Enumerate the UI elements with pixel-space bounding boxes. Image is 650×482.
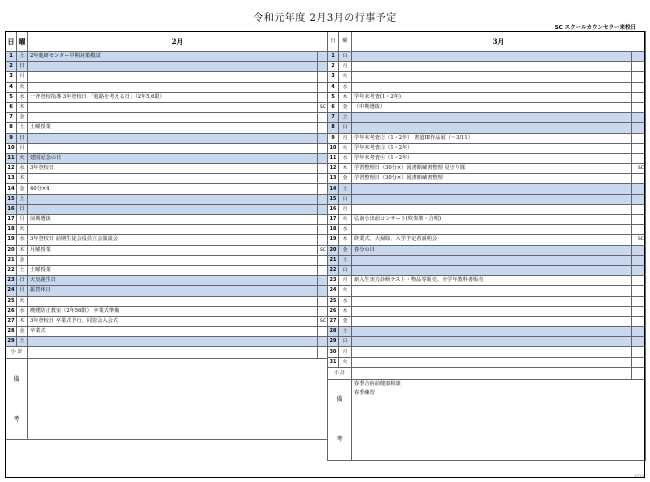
- event-cell: 春分の日: [352, 245, 632, 255]
- day-cell: 1: [328, 52, 339, 62]
- day-cell: 18: [6, 225, 17, 235]
- event-cell: 3年登校日: [28, 164, 318, 174]
- day-cell: 11: [6, 153, 17, 163]
- day-cell: 31: [328, 357, 339, 367]
- sc-cell: SC: [318, 245, 328, 255]
- remarks-label-top: 備: [13, 375, 20, 383]
- weekday-cell: 火: [339, 215, 352, 225]
- day-cell: 19: [328, 235, 339, 245]
- day-cell: 5: [328, 92, 339, 102]
- day-cell: 9: [6, 133, 17, 143]
- weekday-cell: 木: [17, 102, 28, 112]
- weekday-cell: 日: [17, 62, 28, 72]
- day-cell: 20: [328, 245, 339, 255]
- day-cell: 26: [6, 306, 17, 316]
- weekday-cell: 土: [339, 184, 352, 194]
- event-cell: 土曜授業: [28, 265, 318, 275]
- day-cell: 10: [6, 143, 17, 153]
- day-cell: 7: [328, 113, 339, 123]
- day-cell: 13: [6, 174, 17, 184]
- day-cell: 2: [6, 62, 17, 72]
- event-cell: 一斉登校指導 3年登校日 「進路を考える日」（2年5,6限）: [28, 92, 318, 102]
- day-cell: 17: [328, 215, 339, 225]
- day-cell: 27: [6, 316, 17, 326]
- day-cell: 9: [328, 133, 339, 143]
- day-cell: 4: [328, 82, 339, 92]
- event-cell: 学年末考査④（1・2年）: [352, 153, 632, 163]
- weekday-cell: 月: [17, 286, 28, 296]
- event-cell: 新入生実力診断テスト・物品等販売、全学年教科書販売: [352, 276, 632, 286]
- day-cell: 14: [6, 184, 17, 194]
- weekday-cell: 土: [17, 265, 28, 275]
- weekday-cell: 木: [339, 164, 352, 174]
- weekday-cell: 水: [339, 153, 352, 163]
- weekday-cell: 月: [339, 276, 352, 286]
- event-cell: 学年末考査③（1・2年）: [352, 143, 632, 153]
- weekday-cell: 月: [339, 133, 352, 143]
- event-cell: （中期選抜）: [352, 102, 632, 112]
- day-cell: 23: [6, 276, 17, 286]
- day-cell: 24: [328, 286, 339, 296]
- weekday-cell: 日: [17, 204, 28, 214]
- weekday-cell: 日: [17, 276, 28, 286]
- day-cell: 11: [328, 153, 339, 163]
- weekday-cell: 水: [339, 82, 352, 92]
- page-title: 令和元年度 2月3月の行事予定: [253, 13, 397, 24]
- day-cell: 23: [328, 276, 339, 286]
- weekday-header: 曜: [339, 32, 352, 52]
- day-cell: 10: [328, 143, 339, 153]
- weekday-cell: 木: [339, 306, 352, 316]
- day-cell: 25: [328, 296, 339, 306]
- day-cell: 22: [6, 265, 17, 275]
- outer-frame: [5, 31, 645, 478]
- sc-cell: SC: [318, 102, 328, 112]
- day-cell: 14: [328, 184, 339, 194]
- day-header: 日: [328, 32, 339, 52]
- day-cell: 22: [328, 265, 339, 275]
- weekday-cell: 金: [339, 316, 352, 326]
- weekday-cell: 火: [339, 286, 352, 296]
- weekday-cell: 土: [339, 255, 352, 265]
- weekday-cell: 火: [17, 225, 28, 235]
- day-cell: 1: [6, 52, 17, 62]
- subtotal-label: 小 計: [328, 367, 352, 379]
- day-cell: 28: [6, 327, 17, 337]
- day-header: 日: [6, 32, 17, 52]
- day-cell: 15: [6, 194, 17, 204]
- weekday-cell: 火: [339, 143, 352, 153]
- day-cell: 21: [328, 255, 339, 265]
- weekday-cell: 土: [17, 52, 28, 62]
- day-cell: 3: [6, 72, 17, 82]
- weekday-cell: 月: [339, 62, 352, 72]
- day-cell: 24: [6, 286, 17, 296]
- remarks-label-top: 備: [336, 396, 343, 404]
- event-cell: 学年末考査②（1・2年） 書道ⅠⅡ作品展（～3/11）: [352, 133, 632, 143]
- weekday-header: 曜: [17, 32, 28, 52]
- weekday-cell: 金: [339, 174, 352, 184]
- subtotal-label: 小 計: [6, 347, 28, 359]
- weekday-cell: 金: [17, 184, 28, 194]
- weekday-cell: 土: [339, 327, 352, 337]
- day-cell: 13: [328, 174, 339, 184]
- remarks-label-bottom: 考: [13, 415, 20, 423]
- footer-code: 2020: [633, 474, 644, 479]
- sc-cell: SC: [632, 164, 646, 174]
- day-cell: 6: [6, 102, 17, 112]
- weekday-cell: 木: [339, 92, 352, 102]
- day-cell: 28: [328, 327, 339, 337]
- day-cell: 30: [328, 347, 339, 357]
- event-cell: 2年進研センター早期対策模試: [28, 52, 318, 62]
- day-cell: 17: [6, 215, 17, 225]
- day-cell: 8: [6, 123, 17, 133]
- event-cell: 3年登校日 卒業式予行、同窓会入会式: [28, 316, 318, 326]
- weekday-cell: 水: [17, 92, 28, 102]
- weekday-cell: 水: [339, 296, 352, 306]
- event-cell: 40分×4: [28, 184, 318, 194]
- weekday-cell: 水: [17, 235, 28, 245]
- weekday-cell: 月: [17, 143, 28, 153]
- weekday-cell: 金: [17, 113, 28, 123]
- event-cell: 弘南小出前コンサート(吹奏楽・合唱): [352, 215, 632, 225]
- day-cell: 18: [328, 225, 339, 235]
- weekday-cell: 日: [339, 52, 352, 62]
- weekday-cell: 金: [339, 245, 352, 255]
- march-month-header: 3月: [352, 32, 646, 52]
- weekday-cell: 土: [339, 113, 352, 123]
- day-cell: 26: [328, 306, 339, 316]
- event-cell: 前期選抜: [28, 215, 318, 225]
- event-cell: 天皇誕生日: [28, 276, 318, 286]
- weekday-cell: 日: [339, 265, 352, 275]
- weekday-cell: 土: [17, 194, 28, 204]
- day-cell: 15: [328, 194, 339, 204]
- weekday-cell: 火: [339, 357, 352, 367]
- weekday-cell: 月: [17, 72, 28, 82]
- day-cell: 16: [6, 204, 17, 214]
- event-cell: 土曜授業: [28, 123, 318, 133]
- weekday-cell: 月: [339, 347, 352, 357]
- sc-cell: SC: [318, 316, 328, 326]
- weekday-cell: 火: [17, 296, 28, 306]
- sc-legend-note: SC スクールカウンセラー来校日: [554, 25, 636, 31]
- day-cell: 2: [328, 62, 339, 72]
- day-cell: 29: [6, 337, 17, 347]
- day-cell: 12: [328, 164, 339, 174]
- day-cell: 6: [328, 102, 339, 112]
- day-cell: 27: [328, 316, 339, 326]
- day-cell: 4: [6, 82, 17, 92]
- weekday-cell: 金: [339, 102, 352, 112]
- weekday-cell: 木: [339, 235, 352, 245]
- event-cell: 学習整理日（30分×）図書館蔵書整理: [352, 174, 632, 184]
- day-cell: 5: [6, 92, 17, 102]
- weekday-cell: 木: [17, 316, 28, 326]
- event-cell: 3年登校日 前期生徒会役員立会演説会: [28, 235, 318, 245]
- day-cell: 25: [6, 296, 17, 306]
- february-month-header: 2月: [28, 32, 328, 52]
- event-cell: 学年末考査(1・2年): [352, 92, 632, 102]
- event-cell: 振替休日: [28, 286, 318, 296]
- weekday-cell: 月: [17, 215, 28, 225]
- event-cell: 喫煙防止教室（2年56限） 卒業式準備: [28, 306, 318, 316]
- weekday-cell: 水: [17, 306, 28, 316]
- weekday-cell: 土: [17, 337, 28, 347]
- weekday-cell: 火: [17, 153, 28, 163]
- weekday-cell: 金: [17, 327, 28, 337]
- day-cell: 20: [6, 245, 17, 255]
- weekday-cell: 日: [339, 123, 352, 133]
- weekday-cell: 火: [17, 82, 28, 92]
- day-cell: 3: [328, 72, 339, 82]
- event-cell: 卒業式: [28, 327, 318, 337]
- day-cell: 7: [6, 113, 17, 123]
- event-cell: 建国記念の日: [28, 153, 318, 163]
- day-cell: 16: [328, 204, 339, 214]
- day-cell: 8: [328, 123, 339, 133]
- remark-line: 春季練習: [354, 389, 375, 396]
- day-cell: 29: [328, 337, 339, 347]
- weekday-cell: 水: [339, 225, 352, 235]
- weekday-cell: 月: [339, 204, 352, 214]
- weekday-cell: 火: [339, 72, 352, 82]
- day-cell: 12: [6, 164, 17, 174]
- event-cell: 終業式、大掃除、入学予定者説明会: [352, 235, 632, 245]
- weekday-cell: 木: [17, 174, 28, 184]
- weekday-cell: 日: [339, 337, 352, 347]
- day-cell: 19: [6, 235, 17, 245]
- weekday-cell: 日: [339, 194, 352, 204]
- weekday-cell: 水: [17, 164, 28, 174]
- weekday-cell: 木: [17, 245, 28, 255]
- day-cell: 21: [6, 255, 17, 265]
- weekday-cell: 土: [17, 123, 28, 133]
- remarks-label-bottom: 考: [336, 436, 343, 444]
- event-cell: 月曜授業: [28, 245, 318, 255]
- remark-line: 春季合宿前健康相談: [354, 380, 401, 387]
- weekday-cell: 金: [17, 255, 28, 265]
- event-cell: 学習整理日（30分×）図書館蔵書整理 見守り隊: [352, 164, 632, 174]
- weekday-cell: 日: [17, 133, 28, 143]
- sc-cell: SC: [632, 235, 646, 245]
